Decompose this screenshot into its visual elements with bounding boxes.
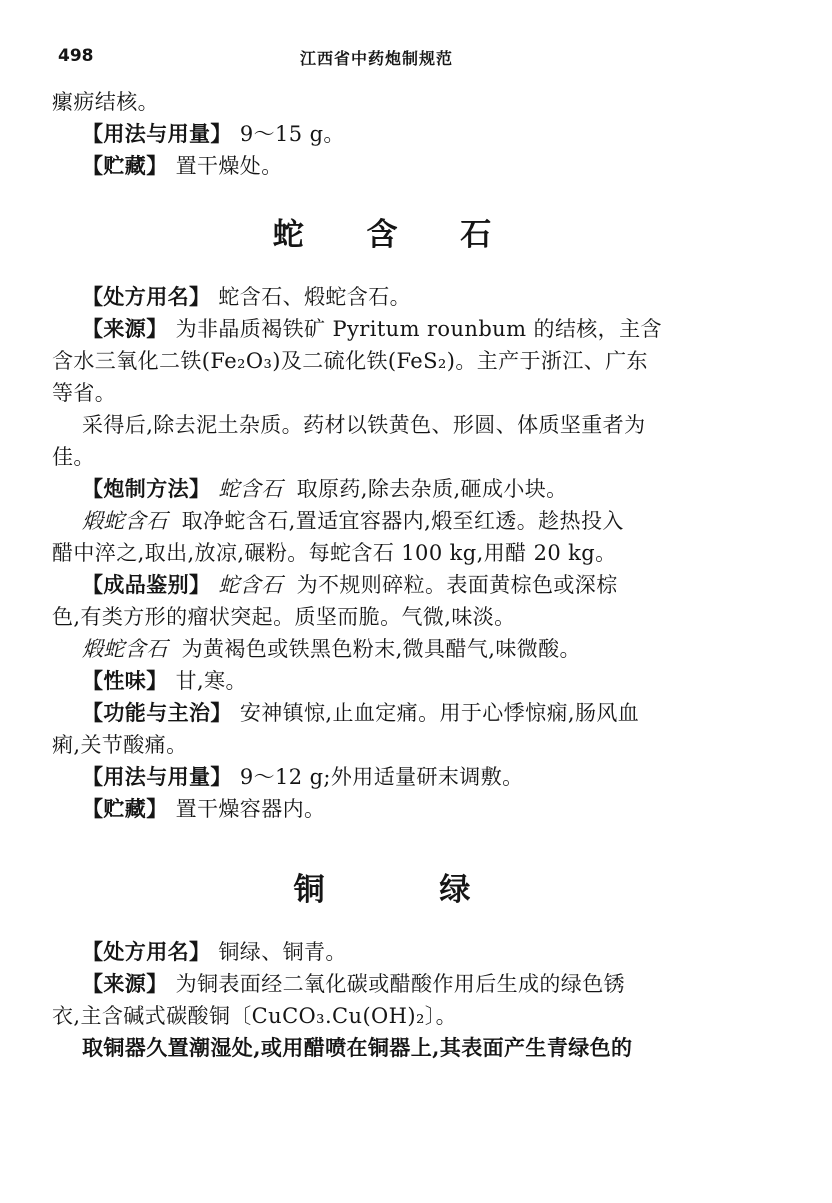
processing-calcined: 煅蛇含石 取净蛇含石,置适宜容器内,煅至红透。趁热投入 bbox=[82, 509, 624, 533]
identification-calcined: 煅蛇含石 为黄褐色或铁黑色粉末,微具醋气,味微酸。 bbox=[82, 637, 581, 661]
source-line-1: 【来源】 为非晶质褐铁矿 Pyritum rounbum 的结核，主含 bbox=[82, 316, 662, 341]
functions-line-2: 痢,关节酸痛。 bbox=[52, 733, 188, 757]
prev-usage bbox=[52, 118, 712, 150]
collect-line-1: 采得后,除去泥土杂质。药材以铁黄色、形圆、体质坚重者为 bbox=[82, 413, 646, 437]
processing-method: 【炮制方法】 蛇含石 取原药,除去杂质,砸成小块。 bbox=[82, 476, 568, 501]
tonglv-collect-line-1: 取铜器久置潮湿处,或用醋喷在铜器上,其表面产生青绿色的 bbox=[82, 1035, 633, 1060]
storage-label: 【贮藏】 bbox=[82, 153, 168, 178]
page-header bbox=[0, 42, 832, 72]
rx-names: 【处方用名】 蛇含石、煅蛇含石。 bbox=[82, 284, 412, 309]
tonglv-source-line-1: 【来源】 为铜表面经二氧化碳或醋酸作用后生成的绿色锈 bbox=[82, 971, 626, 996]
prev-storage bbox=[52, 150, 712, 182]
page-body bbox=[52, 86, 712, 1064]
source-line-3: 等省。 bbox=[52, 381, 117, 405]
page-number: 498 bbox=[58, 46, 94, 66]
usage-dosage: 【用法与用量】 9～12 g;外用适量研末调敷。 bbox=[82, 764, 524, 789]
usage-label: 【用法与用量】 bbox=[82, 121, 232, 146]
storage: 【贮藏】 置干燥容器内。 bbox=[82, 796, 326, 821]
running-title: 江西省中药炮制规范 bbox=[300, 49, 454, 68]
tonglv-source-line-2: 衣,主含碱式碳酸铜〔CuCO₃.Cu(OH)₂〕。 bbox=[52, 1004, 458, 1028]
entry-title-tonglv: 铜 绿 bbox=[293, 872, 523, 908]
prev-entry-tail: 瘰疬结核。 bbox=[52, 90, 159, 114]
identification: 【成品鉴别】 蛇含石 为不规则碎粒。表面黄棕色或深棕 bbox=[82, 572, 618, 597]
entry-title-shehanshi: 蛇 含 石 bbox=[272, 217, 518, 253]
processing-calcined-cont: 醋中淬之,取出,放凉,碾粉。每蛇含石 100 kg,用醋 20 kg。 bbox=[52, 541, 617, 565]
nature-taste: 【性味】 甘,寒。 bbox=[82, 668, 247, 693]
identification-cont: 色,有类方形的瘤状突起。质坚而脆。气微,味淡。 bbox=[52, 605, 516, 629]
collect-line-2: 佳。 bbox=[52, 445, 95, 469]
storage-text: 置干燥处。 bbox=[175, 154, 283, 178]
tonglv-rx-names: 【处方用名】 铜绿、铜青。 bbox=[82, 939, 347, 964]
source-line-2: 含水三氧化二铁(Fe₂O₃)及二硫化铁(FeS₂)。主产于浙江、广东 bbox=[52, 349, 648, 373]
functions-line-1: 【功能与主治】 安神镇惊,止血定痛。用于心悸惊痫,肠风血 bbox=[82, 700, 640, 725]
usage-text: 9～15 g。 bbox=[239, 122, 345, 146]
